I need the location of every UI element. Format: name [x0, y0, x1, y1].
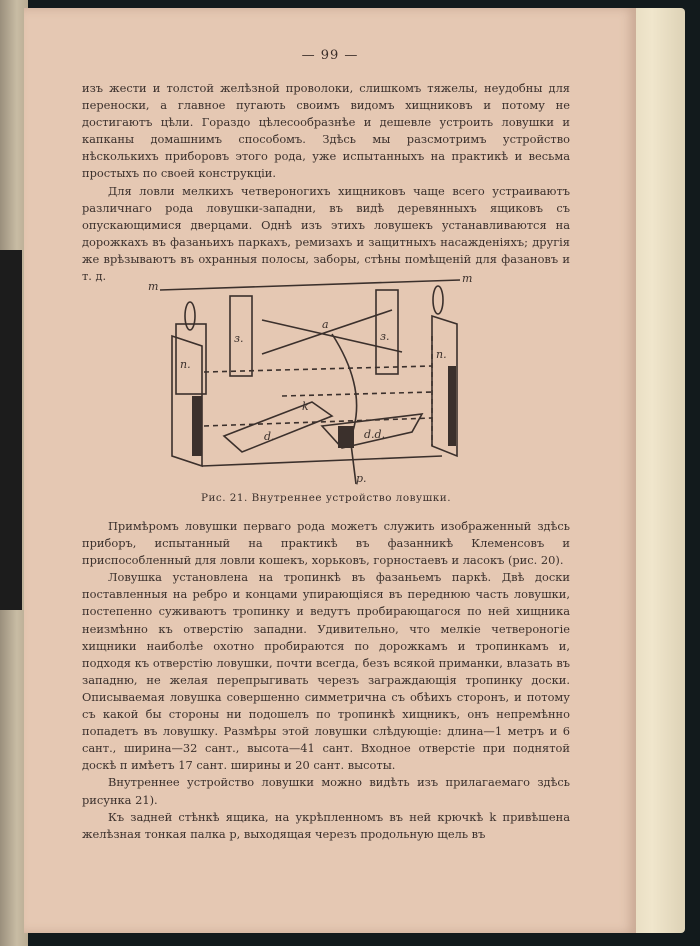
- paragraph-4: Ловушка установлена на тропинкѣ въ фазаньемъ паркѣ. Двѣ доски поставленныя на ребро и концами упирающіяся въ переднюю часть ловушки, постепенно суживаютъ тропинку и ведутъ пробирающагося по ней хищника неизмѣнно къ отверстію западни. Удивительно, что мелкіе четвероногіе хищники наиболѣе охотно пробираются по дорожкамъ и тропинкамъ и, подходя къ отверстію ловушки, почти всегда, безъ всякой приманки, влазать въ западню, не желая перепрыгивать черезъ заграждающія тропинку доски. Описываемая ловушка совершенно симметрична съ обѣихъ сторонъ, и потому съ какой бы стороны ни подошелъ по тропинкѣ хищникъ, онъ непремѣнно попадетъ въ ловушку. Размѣры этой ловушки слѣдующіе: длина—1 метръ и 6 сант., ширина—32 сант., высота—41 сант. Входное отверстіе при поднятой доскѣ п имѣетъ 17 сант. ширины и 20 сант. высоты.: [82, 570, 570, 773]
- figure-label-d-left: d.: [264, 430, 275, 443]
- adjacent-page-photo: [0, 250, 22, 610]
- figure-label-n-left: п.: [180, 358, 191, 371]
- figure-label-n-right: п.: [436, 348, 447, 361]
- figure-label-d-right: d.d.: [364, 428, 386, 441]
- paragraph-3: Примѣромъ ловушки перваго рода можетъ служить изображенный здѣсь приборъ, испытанный на практикѣ въ фазанникѣ Клеменсовъ и приспособленный для ловли кошекъ, хорьковъ, горностаевъ и ласокъ (рис. 20).: [82, 519, 570, 568]
- figure-label-m-left: m: [148, 280, 159, 293]
- figure-label-a: a: [322, 318, 329, 331]
- trap-figure: [142, 276, 474, 486]
- figure-label-m-right: m: [462, 276, 473, 285]
- paragraph-6: Къ задней стѣнкѣ ящика, на укрѣпленномъ въ ней крючкѣ k привѣшена желѣзная тонкая палка p, выходящая черезъ продольную щель въ: [82, 809, 570, 841]
- figure-label-p: p.: [356, 472, 367, 485]
- figure-label-z-right: з.: [380, 330, 390, 343]
- paragraph-1: изъ жести и толстой желѣзной проволоки, слишкомъ тяжелы, неудобны для переноски, а главное пугають своимъ видомъ хищниковъ и потому не достигаютъ цѣли. Гораздо цѣлесообразнѣе и дешевле устроить ловушки и капканы домашнимъ способомъ. Здѣсь мы разсмотримъ устройство нѣсколькихъ приборовъ этого рода, уже испытанныхъ на практикѣ и весьма простыхъ по своей конструкціи.: [82, 81, 570, 181]
- page-number: — 99 —: [301, 48, 359, 63]
- figure-label-z-left: з.: [234, 332, 244, 345]
- figure-caption: Рис. 21. Внутреннее устройство ловушки.: [200, 492, 452, 504]
- page-stack-edge: [630, 8, 685, 933]
- text-block-top: [82, 80, 570, 285]
- figure-label-k: k: [302, 400, 309, 413]
- book-page: [24, 8, 636, 933]
- paragraph-2: Для ловли мелкихъ четвероногихъ хищниковъ чаще всего устраиваютъ различнаго рода ловушки-западни, въ видѣ деревянныхъ ящиковъ съ опускающимися дверцами. Однѣ изъ этихъ ловушекъ устанавливаются на дорожкахъ въ фазаньихъ паркахъ, ремизахъ и защитныхъ насажденіяхъ; другія же врѣзываютъ въ охранныя полосы, заборы, стѣны помѣщеній для фазановъ и т. д.: [82, 183, 570, 284]
- paragraph-5: Внутреннее устройство ловушки можно видѣть изъ прилагаемаго здѣсь рисунка 21).: [82, 775, 570, 807]
- text-block-bottom: [82, 518, 570, 843]
